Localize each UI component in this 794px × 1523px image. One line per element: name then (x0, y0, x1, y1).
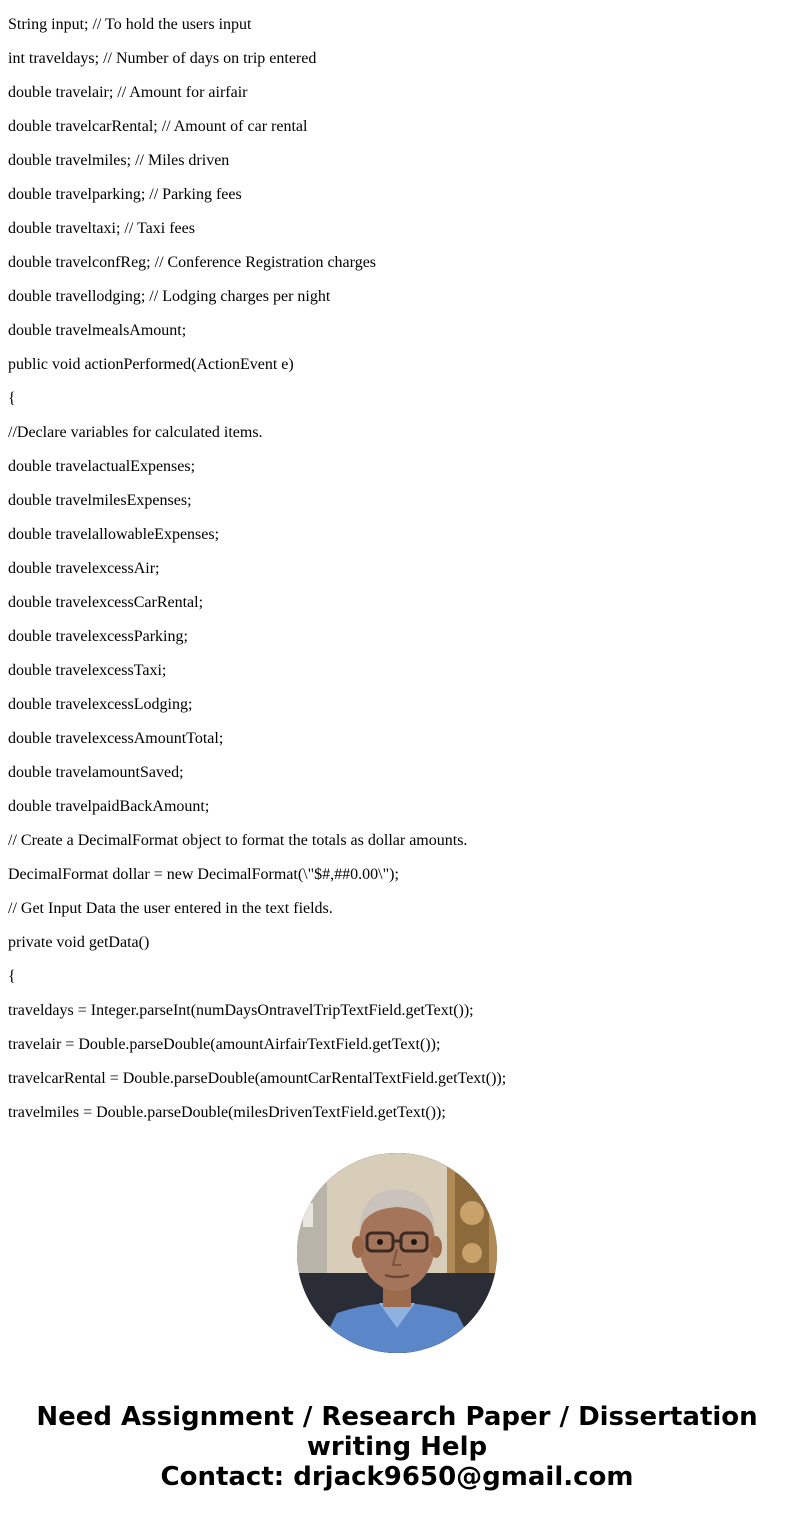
code-line: double travelmiles; // Miles driven (8, 152, 230, 169)
code-line: double travelexcessParking; (8, 628, 188, 645)
author-portrait (297, 1153, 497, 1353)
code-line: double travelconfReg; // Conference Registration charges (8, 254, 377, 271)
code-line: { (8, 968, 16, 985)
code-line: double travelpaidBackAmount; (8, 798, 210, 815)
code-line: travelcarRental = Double.parseDouble(amountCarRentalTextField.getText()); (8, 1070, 507, 1087)
code-line: double travelexcessTaxi; (8, 662, 167, 679)
code-lines (8, 0, 506, 1124)
code-line (8, 0, 506, 16)
code-line: double travelmealsAmount; (8, 322, 187, 339)
code-line: DecimalFormat dollar = new DecimalFormat(\"$#,##0.00\"); (8, 866, 399, 883)
code-line: { (8, 390, 16, 407)
code-line: double travelexcessCarRental; (8, 594, 204, 611)
code-line: int traveldays; // Number of days on trip entered (8, 50, 317, 67)
code-line: private void getData() (8, 934, 150, 951)
code-line: double travelallowableExpenses; (8, 526, 220, 543)
code-line: double travelair; // Amount for airfair (8, 84, 248, 101)
code-line: public void actionPerformed(ActionEvent e) (8, 356, 294, 373)
code-line: // Create a DecimalFormat object to format the totals as dollar amounts. (8, 832, 468, 849)
code-line: double travelexcessLodging; (8, 696, 193, 713)
promo-contact: Contact: drjack9650@gmail.com (160, 1462, 634, 1492)
code-line: double travelparking; // Parking fees (8, 186, 242, 203)
code-line: double travelexcessAmountTotal; (8, 730, 224, 747)
promo-line-1: Need Assignment / Research Paper / Dissertation (36, 1402, 758, 1432)
code-line: travelair = Double.parseDouble(amountAirfairTextField.getText()); (8, 1036, 441, 1053)
promo-line-2: writing Help (306, 1432, 488, 1462)
code-line: // Get Input Data the user entered in the text fields. (8, 900, 333, 917)
code-line: String input; // To hold the users input (8, 16, 252, 33)
code-line: double travelamountSaved; (8, 764, 184, 781)
code-line: traveldays = Integer.parseInt(numDaysOntravelTripTextField.getText()); (8, 1002, 474, 1019)
author-avatar (297, 1153, 497, 1353)
promo-banner (0, 1402, 794, 1492)
code-line: double travelmilesExpenses; (8, 492, 192, 509)
code-line: double travelactualExpenses; (8, 458, 196, 475)
code-line: double travellodging; // Lodging charges per night (8, 288, 331, 305)
code-line: double travelcarRental; // Amount of car rental (8, 118, 308, 135)
code-line: double travelexcessAir; (8, 560, 160, 577)
code-line: //Declare variables for calculated items. (8, 424, 263, 441)
code-line: travelmiles = Double.parseDouble(milesDrivenTextField.getText()); (8, 1104, 446, 1121)
code-line: double traveltaxi; // Taxi fees (8, 220, 195, 237)
